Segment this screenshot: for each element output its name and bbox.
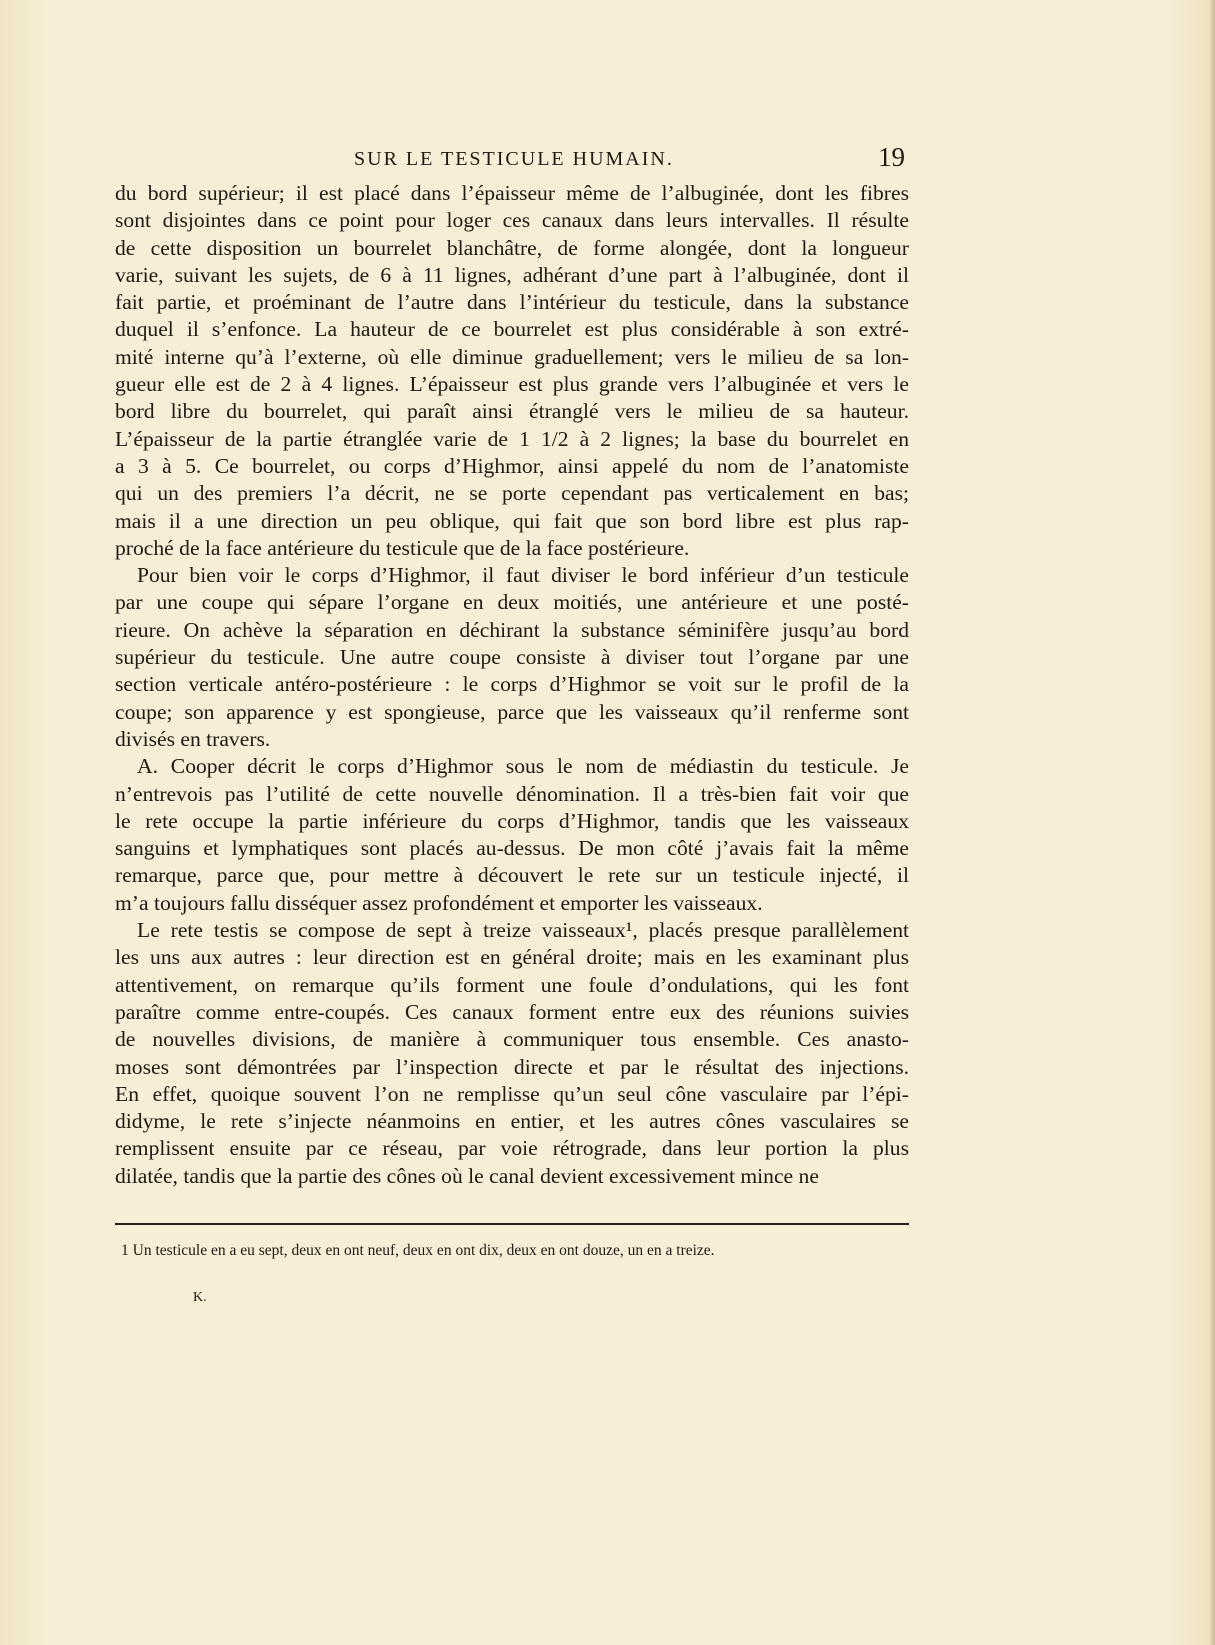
text-line: n’entrevois pas l’utilité de cette nouvelle dénomination. Il a très-bien fait voir que: [115, 781, 909, 806]
text-line: divisés en travers.: [115, 726, 271, 751]
footnote-rule: [115, 1223, 909, 1225]
text-line: Pour bien voir le corps d’Highmor, il faut diviser le bord inférieur d’un testicule: [137, 563, 909, 588]
text-line: mité interne qu’à l’externe, où elle diminue graduellement; vers le milieu de sa lon-: [115, 344, 909, 369]
text-line: qui un des premiers l’a décrit, ne se porte cependant pas verticalement en bas;: [115, 481, 909, 506]
text-line: supérieur du testicule. Une autre coupe consiste à diviser tout l’organe par une: [115, 645, 909, 670]
text-line: par une coupe qui sépare l’organe en deux moitiés, une antérieure et une posté-: [115, 590, 909, 615]
text-line: En effet, quoique souvent l’on ne remplisse qu’un seul cône vasculaire par l’épi-: [115, 1081, 909, 1106]
text-line: dilatée, tandis que la partie des cônes où le canal devient excessivement mince ne: [115, 1163, 819, 1188]
text-line: moses sont démontrées par l’inspection directe et par le résultat des injections.: [115, 1054, 909, 1079]
text-line: fait partie, et proéminant de l’autre dans l’intérieur du testicule, dans la substance: [115, 290, 909, 315]
page-edge-shadow: [1209, 0, 1215, 1645]
footnote-signature: K.: [193, 1290, 207, 1305]
body-text: [115, 180, 909, 1190]
text-line: a 3 à 5. Ce bourrelet, ou corps d’Highmor, ainsi appelé du nom de l’anatomiste: [115, 453, 909, 478]
text-line: bord libre du bourrelet, qui paraît ainsi étranglé vers le milieu de sa hauteur.: [115, 399, 909, 424]
text-line: mais il a une direction un peu oblique, qui fait que son bord libre est plus rap-: [115, 508, 909, 533]
text-line: les uns aux autres : leur direction est en général droite; mais en les examinant plus: [115, 945, 909, 970]
running-title: SUR LE TESTICULE HUMAIN.: [354, 148, 674, 170]
text-line: sont disjointes dans ce point pour loger ces canaux dans leurs intervalles. Il résulte: [115, 208, 909, 233]
text-line: proché de la face antérieure du testicule que de la face postérieure.: [115, 535, 690, 560]
text-line: rieure. On achève la séparation en déchirant la substance séminifère jusqu’au bord: [115, 617, 909, 642]
text-line: section verticale antéro-postérieure : le corps d’Highmor se voit sur le profil de la: [115, 672, 909, 697]
text-line: A. Cooper décrit le corps d’Highmor sous le nom de médiastin du testicule. Je: [137, 754, 909, 779]
text-line: remarque, parce que, pour mettre à découvert le rete sur un testicule injecté, il: [115, 863, 909, 888]
text-line: du bord supérieur; il est placé dans l’épaisseur même de l’albuginée, dont les fibres: [115, 181, 909, 205]
text-line: de cette disposition un bourrelet blanchâtre, de forme alongée, dont la longueur: [115, 235, 909, 260]
text-line: remplissent ensuite par ce réseau, par voie rétrograde, dans leur portion la plus: [115, 1136, 909, 1161]
text-line: m’a toujours fallu disséquer assez profondément et emporter les vaisseaux.: [115, 890, 763, 915]
page-number: 19: [878, 142, 905, 172]
text-line: duquel il s’enfonce. La hauteur de ce bourrelet est plus considérable à son extré-: [115, 317, 909, 342]
text-line: varie, suivant les sujets, de 6 à 11 lignes, adhérant d’une part à l’albuginée, dont il: [115, 262, 909, 287]
text-line: le rete occupe la partie inférieure du corps d’Highmor, tandis que les vaisseaux: [115, 808, 909, 833]
text-line: coupe; son apparence y est spongieuse, parce que les vaisseaux qu’il renferme sont: [115, 699, 909, 724]
text-line: Le rete testis se compose de sept à treize vaisseaux¹, placés presque parallèlement: [137, 918, 909, 943]
text-line: paraître comme entre-coupés. Ces canaux forment entre eux des réunions suivies: [115, 999, 909, 1024]
text-line: attentivement, on remarque qu’ils forment une foule d’ondulations, qui les font: [115, 972, 909, 997]
text-line: didyme, le rete s’injecte néanmoins en entier, et les autres cônes vasculaires se: [115, 1109, 909, 1134]
text-line: gueur elle est de 2 à 4 lignes. L’épaisseur est plus grande vers l’albuginée et vers le: [115, 372, 909, 397]
text-line: L’épaisseur de la partie étranglée varie de 1 1/2 à 2 lignes; la base du bourrelet en: [115, 426, 909, 451]
footnote: 1 Un testicule en a eu sept, deux en ont neuf, deux en ont dix, deux en ont douze, un en a treize.: [121, 1242, 715, 1259]
text-line: de nouvelles divisions, de manière à communiquer tous ensemble. Ces anasto-: [115, 1027, 909, 1052]
page-header: [0, 142, 1215, 176]
text-line: sanguins et lymphatiques sont placés au-dessus. De mon côté j’avais fait la même: [115, 836, 909, 861]
